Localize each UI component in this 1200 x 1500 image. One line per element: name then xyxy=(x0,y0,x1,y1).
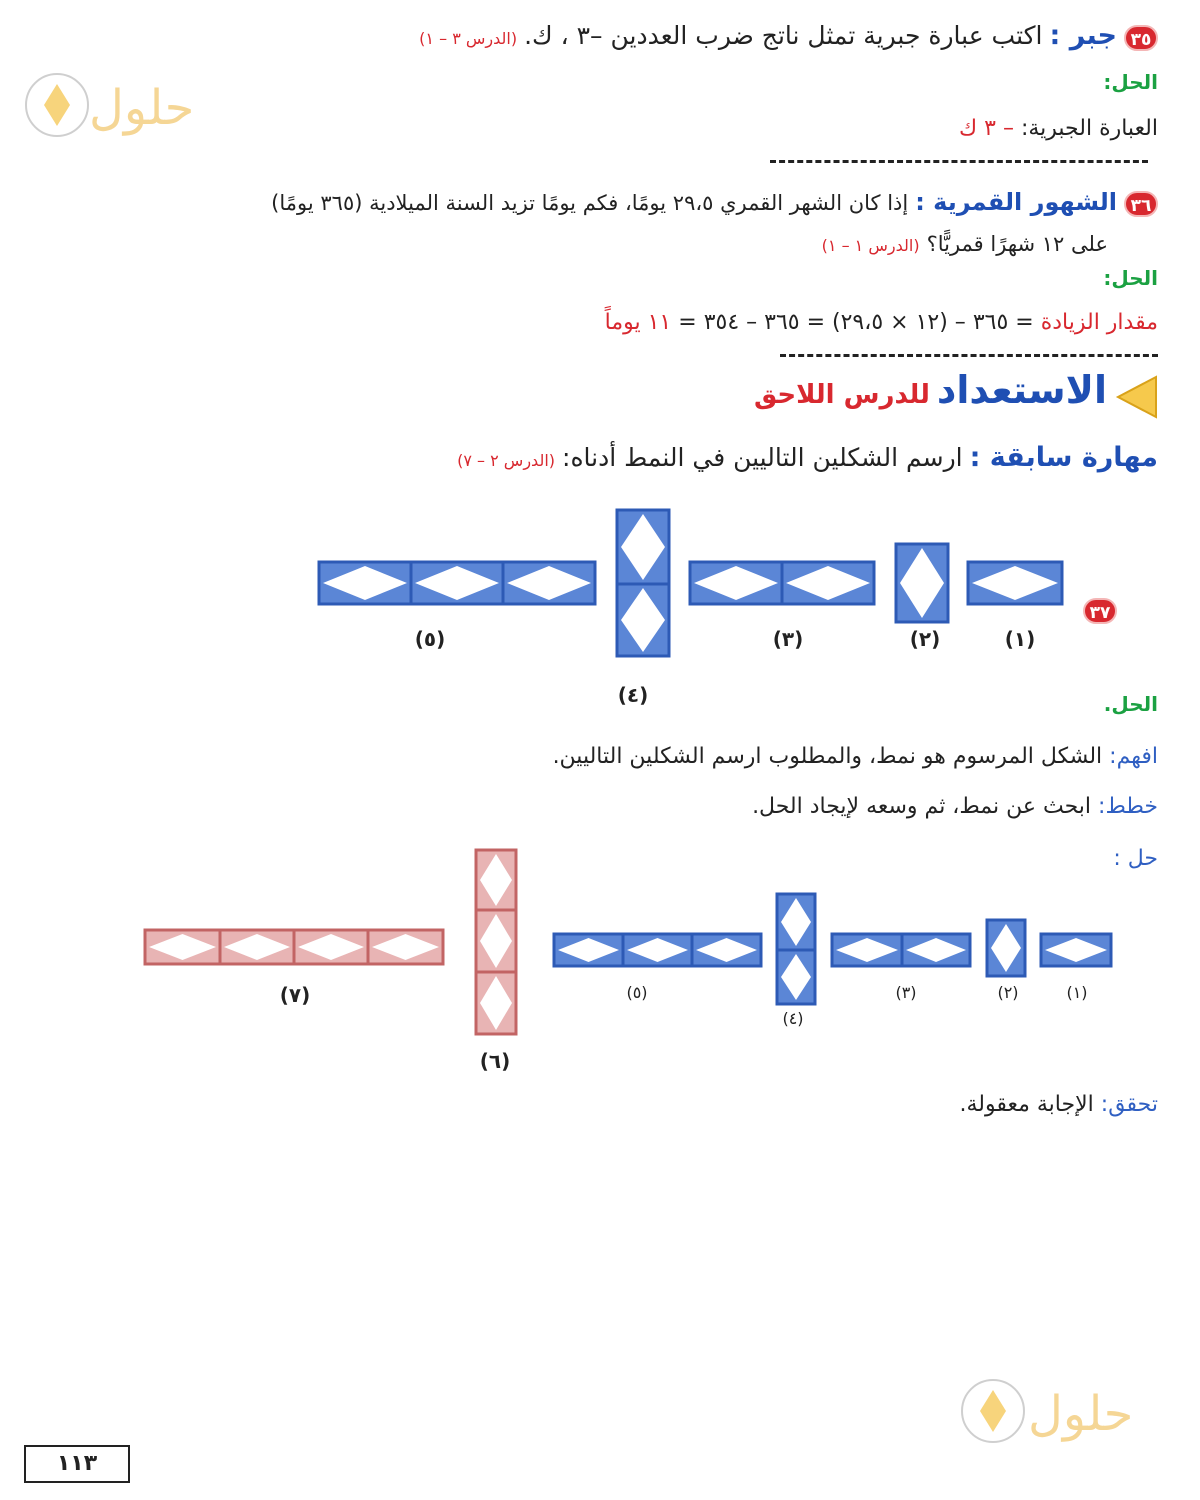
check-label: تحقق: xyxy=(1100,1092,1158,1117)
solution-label: الحل: xyxy=(1103,266,1158,290)
watermark-text: حلول xyxy=(1028,1386,1134,1442)
problem-topic: الشهور القمرية : xyxy=(915,188,1117,216)
section-heading xyxy=(754,368,1158,421)
answer-value: ١١ يوماً xyxy=(604,310,672,335)
plan-label: خطط: xyxy=(1098,794,1158,819)
answer-equation: = ٣٦٥ – (١٢ × ٢٩،٥) = ٣٦٥ – ٣٥٤ = xyxy=(678,310,1034,335)
solution-label: الحل: xyxy=(1103,70,1158,94)
section-title: الاستعداد xyxy=(936,368,1107,412)
solution-label: الحل. xyxy=(1103,692,1158,716)
skill-question xyxy=(457,442,1158,473)
figure-label: (٣) xyxy=(772,627,804,651)
watermark-logo-icon xyxy=(960,1368,1170,1448)
check-text: الإجابة معقولة. xyxy=(959,1092,1094,1117)
figure-label: (٦) xyxy=(479,1049,511,1073)
answer-label: العبارة الجبرية: xyxy=(1020,116,1158,141)
figure-label: (١) xyxy=(1004,627,1036,651)
figure-label: (٤) xyxy=(782,1009,804,1028)
solve-label: حل : xyxy=(1113,846,1158,871)
watermark-logo-icon xyxy=(24,62,234,142)
problem-text: اكتب عبارة جبرية تمثل ناتج ضرب العددين –٣ ، ك. xyxy=(524,21,1043,50)
divider xyxy=(780,354,1158,357)
skill-label: مهارة سابقة : xyxy=(969,442,1158,473)
pattern-figure xyxy=(300,500,1130,710)
figure-label: (٥) xyxy=(414,627,446,651)
problem-35-answer xyxy=(959,116,1158,141)
skill-text: ارسم الشكلين التاليين في النمط أدناه: xyxy=(562,443,963,472)
figure-label: (٥) xyxy=(626,983,648,1002)
section-subtitle: للدرس اللاحق xyxy=(753,380,930,410)
solution-pattern-figure xyxy=(130,840,1130,1080)
problem-36-question-cont xyxy=(822,232,1108,257)
figure-label: (٢) xyxy=(997,983,1019,1002)
watermark-bottom xyxy=(960,1368,1170,1452)
lesson-ref: (الدرس ٣ – ١) xyxy=(419,29,518,48)
problem-topic: جبر : xyxy=(1049,20,1117,51)
triangle-arrow-icon xyxy=(1114,373,1158,421)
check-step xyxy=(960,1092,1158,1117)
figure-label: (٢) xyxy=(909,627,941,651)
problem-badge: ٣٥ xyxy=(1124,25,1158,51)
figure-label: (٤) xyxy=(617,683,649,707)
plan-step xyxy=(752,794,1158,819)
watermark-text: حلول xyxy=(89,80,195,136)
divider xyxy=(770,160,1148,163)
figure-label: (٣) xyxy=(895,983,917,1002)
lesson-ref: (الدرس ٢ – ٧) xyxy=(457,451,556,470)
understand-step xyxy=(553,744,1158,769)
understand-label: افهم: xyxy=(1109,744,1158,769)
problem-text: إذا كان الشهر القمري ٢٩،٥ يومًا، فكم يومًا تزيد السنة الميلادية (٣٦٥ يومًا) xyxy=(271,191,909,215)
problem-36-question xyxy=(271,188,1158,217)
problem-badge-37: ٣٧ xyxy=(1083,598,1117,624)
problem-badge: ٣٦ xyxy=(1124,191,1158,217)
understand-text: الشكل المرسوم هو نمط، والمطلوب ارسم الشكلين التاليين. xyxy=(552,744,1103,769)
answer-value: – ٣ ك xyxy=(958,116,1014,141)
page-number: ١١٣ xyxy=(24,1445,130,1483)
figure-label: (١) xyxy=(1066,983,1088,1002)
figure-label: (٧) xyxy=(279,983,311,1007)
lesson-ref: (الدرس ١ – ١) xyxy=(821,236,920,255)
problem-36-answer xyxy=(605,310,1158,335)
answer-label: مقدار الزيادة xyxy=(1040,310,1158,335)
watermark-top xyxy=(24,62,234,146)
problem-35-question xyxy=(419,20,1158,51)
problem-text: على ١٢ شهرًا قمريًّا؟ xyxy=(926,232,1108,256)
plan-text: ابحث عن نمط، ثم وسعه لإيجاد الحل. xyxy=(752,794,1092,819)
